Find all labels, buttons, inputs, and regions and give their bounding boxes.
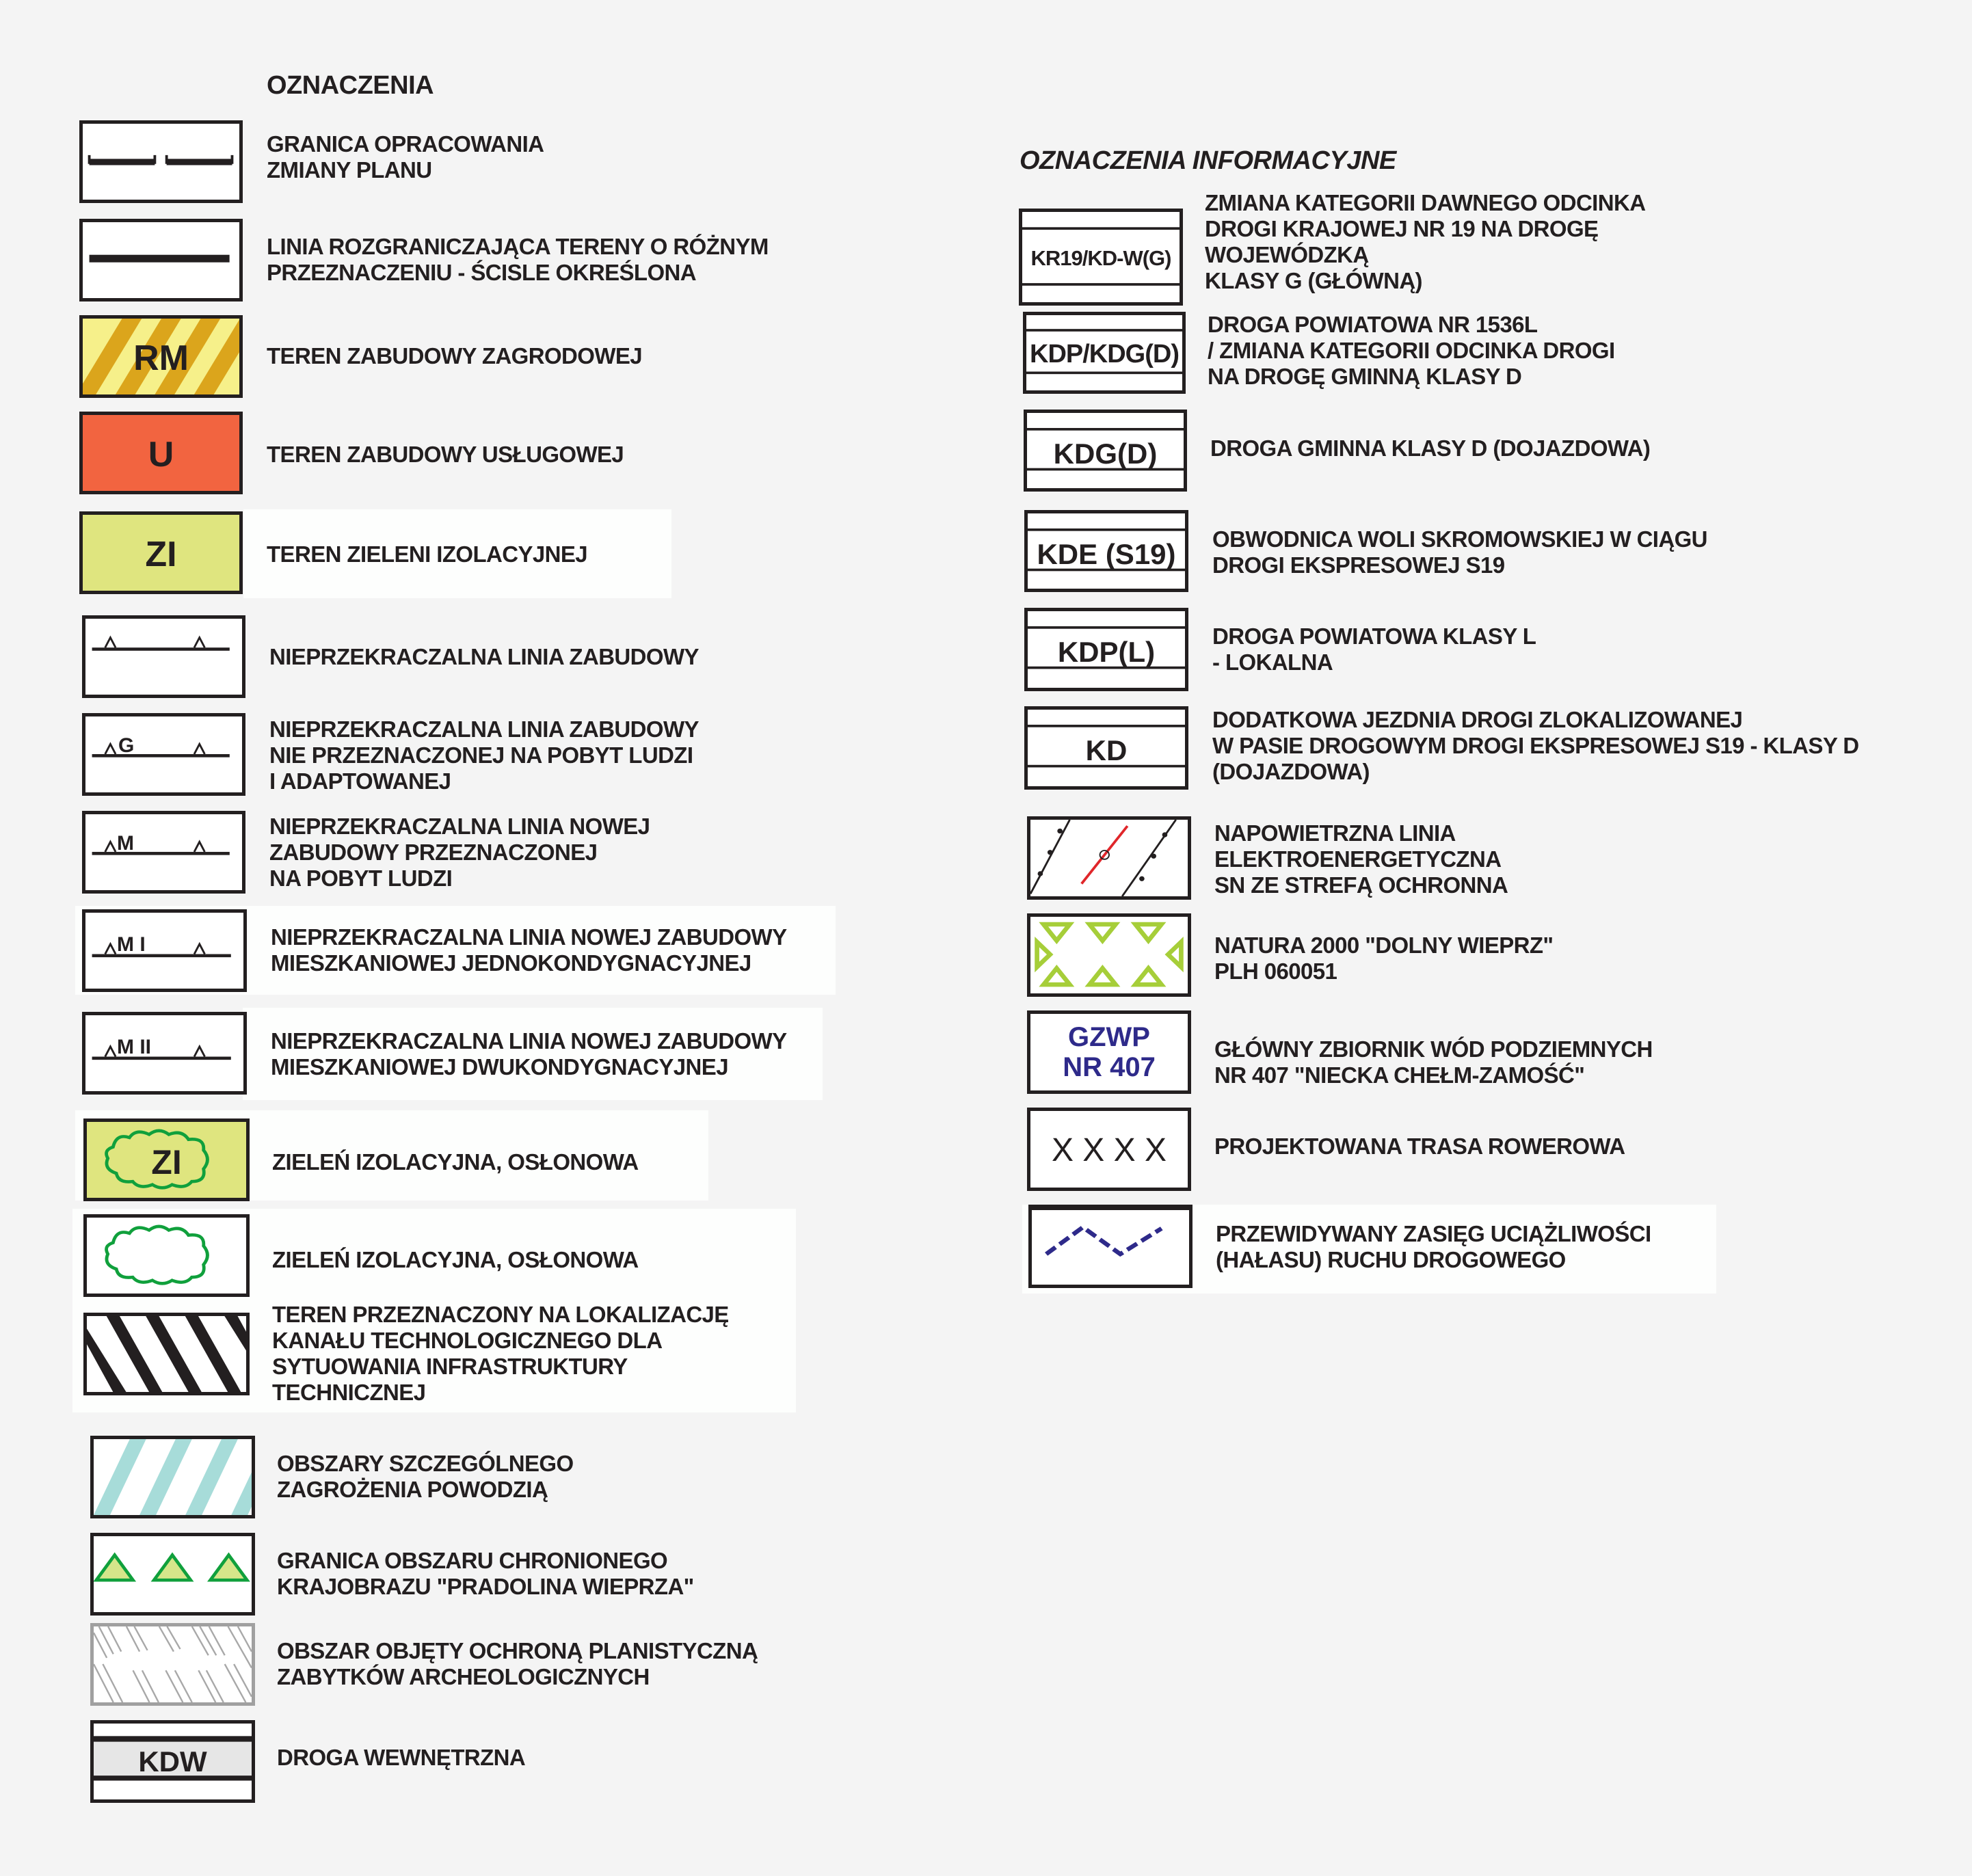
road-code: KDG(D) bbox=[1053, 438, 1158, 470]
legend-label: NIEPRZEKRACZALNA LINIA NOWEJ ZABUDOWY MIESZKANIOWEJ DWUKONDYGNACYJNEJ bbox=[271, 1028, 787, 1080]
legend-label: TEREN PRZEZNACZONY NA LOKALIZACJĘ KANAŁU TECHNOLOGICZNEGO DLA SYTUOWANIA INFRASTRUKTURY TECHNICZNEJ bbox=[272, 1302, 729, 1405]
legend-label: NIEPRZEKRACZALNA LINIA ZABUDOWY NIE PRZEZNACZONEJ NA POBYT LUDZI I ADAPTOWANEJ bbox=[269, 716, 699, 794]
zi-code: ZI bbox=[151, 1143, 182, 1181]
legend-title: OZNACZENIA bbox=[267, 71, 434, 100]
road-code: KDE (S19) bbox=[1037, 538, 1176, 570]
u-code: U bbox=[148, 435, 174, 474]
power-line-icon bbox=[1027, 816, 1191, 900]
legend-label: GŁÓWNY ZBIORNIK WÓD PODZIEMNYCH NR 407 "NIECKA CHEŁM-ZAMOŚĆ" bbox=[1214, 1036, 1653, 1088]
gzwp-icon bbox=[1027, 1010, 1191, 1094]
legend-label: DROGA POWIATOWA KLASY L - LOKALNA bbox=[1212, 624, 1536, 675]
rm-icon bbox=[79, 315, 243, 398]
legend-label: TEREN ZABUDOWY ZAGRODOWEJ bbox=[267, 343, 643, 368]
archeo-icon bbox=[90, 1623, 255, 1706]
u-icon bbox=[79, 412, 243, 494]
zi-code: ZI bbox=[145, 535, 177, 574]
building-line-icon bbox=[82, 615, 245, 698]
line-code: M II bbox=[117, 1036, 151, 1058]
legend-label: NIEPRZEKRACZALNA LINIA NOWEJ ZABUDOWY MIESZKANIOWEJ JEDNOKONDYGNACYJNEJ bbox=[271, 924, 787, 976]
legend-label: GRANICA OBSZARU CHRONIONEGO KRAJOBRAZU "PRADOLINA WIEPRZA" bbox=[277, 1548, 694, 1599]
legend-label: ZMIANA KATEGORII DAWNEGO ODCINKA DROGI KRAJOWEJ NR 19 NA DROGĘ WOJEWÓDZKĄ KLASY G (GŁÓWNĄ) bbox=[1205, 190, 1646, 293]
noise-icon bbox=[1028, 1205, 1192, 1288]
zi-cloud-icon bbox=[83, 1118, 250, 1201]
line-code: G bbox=[118, 734, 135, 757]
legend-label: NIEPRZEKRACZALNA LINIA NOWEJ ZABUDOWY PRZEZNACZONEJ NA POBYT LUDZI bbox=[269, 814, 650, 891]
legend-label: NAPOWIETRZNA LINIA ELEKTROENERGETYCZNA SN ZE STREFĄ OCHRONNA bbox=[1214, 820, 1508, 898]
road-code: KDP(L) bbox=[1057, 636, 1156, 668]
legend-label: NATURA 2000 "DOLNY WIEPRZ" PLH 060051 bbox=[1214, 933, 1554, 984]
legend-label: DODATKOWA JEZDNIA DROGI ZLOKALIZOWANEJ W PASIE DROGOWYM DROGI EKSPRESOWEJ S19 - KLASY D (DOJAZDOWA) bbox=[1212, 707, 1859, 784]
legend-label: TEREN ZIELENI IZOLACYJNEJ bbox=[267, 541, 588, 567]
flood-icon bbox=[90, 1436, 255, 1518]
road-icon bbox=[1023, 312, 1186, 394]
building-line-m-icon bbox=[82, 811, 245, 894]
road-icon bbox=[1024, 410, 1187, 492]
natura-icon bbox=[1027, 913, 1191, 997]
zi-icon bbox=[79, 511, 243, 594]
road-icon bbox=[1024, 510, 1188, 592]
road-icon bbox=[1024, 608, 1188, 691]
triangles-icon bbox=[90, 1533, 255, 1616]
legend-label: OBWODNICA WOLI SKROMOWSKIEJ W CIĄGU DROGI EKSPRESOWEJ S19 bbox=[1212, 526, 1707, 578]
linia-icon bbox=[79, 219, 243, 302]
kdw-icon bbox=[90, 1720, 255, 1803]
legend-label: NIEPRZEKRACZALNA LINIA ZABUDOWY bbox=[269, 644, 699, 669]
rm-code: RM bbox=[133, 338, 189, 378]
line-code: M I bbox=[117, 933, 146, 956]
info-legend-title: OZNACZENIA INFORMACYJNE bbox=[1020, 146, 1396, 175]
bike-code: X X X X bbox=[1051, 1132, 1167, 1168]
legend-label: DROGA GMINNA KLASY D (DOJAZDOWA) bbox=[1210, 436, 1651, 461]
cloud-icon bbox=[83, 1214, 250, 1297]
granica-icon bbox=[79, 120, 243, 203]
legend-label: DROGA WEWNĘTRZNA bbox=[277, 1745, 526, 1770]
building-line-mi-icon bbox=[82, 909, 247, 992]
road-code: KR19/KD-W(G) bbox=[1030, 246, 1171, 270]
hatch-black-icon bbox=[83, 1313, 250, 1395]
gzwp-code: GZWP NR 407 bbox=[1063, 1022, 1156, 1082]
legend-label: OBSZAR OBJĘTY OCHRONĄ PLANISTYCZNĄ ZABYTKÓW ARCHEOLOGICZNYCH bbox=[277, 1638, 758, 1689]
legend-label: ZIELEŃ IZOLACYJNA, OSŁONOWA bbox=[272, 1247, 639, 1272]
road-code: KDP/KDG(D) bbox=[1030, 340, 1179, 368]
legend-label: TEREN ZABUDOWY USŁUGOWEJ bbox=[267, 442, 624, 467]
line-code: M bbox=[117, 832, 134, 855]
legend-label: DROGA POWIATOWA NR 1536L / ZMIANA KATEGORII ODCINKA DROGI NA DROGĘ GMINNĄ KLASY D bbox=[1208, 312, 1615, 389]
bike-icon bbox=[1027, 1108, 1191, 1191]
building-line-g-icon bbox=[82, 713, 245, 796]
building-line-mii-icon bbox=[82, 1012, 247, 1095]
road-icon bbox=[1019, 209, 1183, 306]
road-code: KD bbox=[1085, 734, 1128, 766]
legend-label: OBSZARY SZCZEGÓLNEGO ZAGROŻENIA POWODZIĄ bbox=[277, 1451, 574, 1502]
legend-label: LINIA ROZGRANICZAJĄCA TERENY O RÓŻNYM PRZEZNACZENIU - ŚCISLE OKREŚLONA bbox=[267, 234, 769, 285]
road-icon bbox=[1024, 706, 1188, 790]
legend-label: PRZEWIDYWANY ZASIĘG UCIĄŻLIWOŚCI (HAŁASU) RUCHU DROGOWEGO bbox=[1216, 1221, 1651, 1272]
legend-label: GRANICA OPRACOWANIA ZMIANY PLANU bbox=[267, 131, 544, 183]
kdw-code: KDW bbox=[138, 1745, 207, 1778]
legend-label: ZIELEŃ IZOLACYJNA, OSŁONOWA bbox=[272, 1149, 639, 1175]
legend-label: PROJEKTOWANA TRASA ROWEROWA bbox=[1214, 1134, 1625, 1159]
